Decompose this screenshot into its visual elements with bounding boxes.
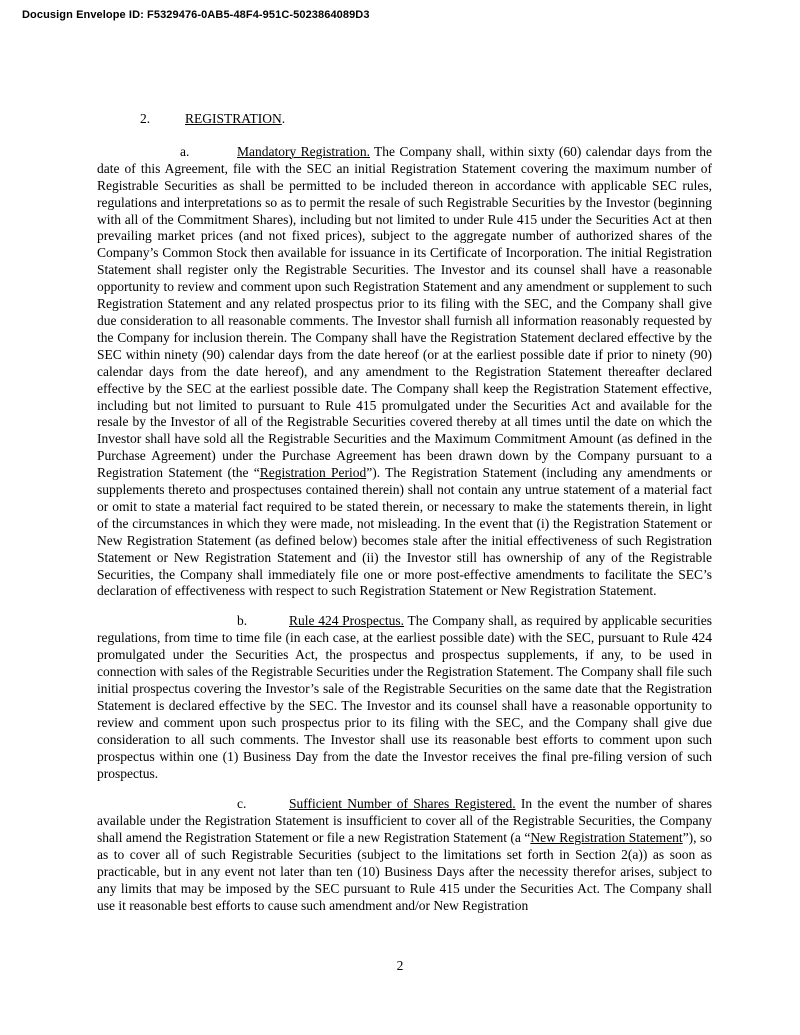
section-title: REGISTRATION [185, 111, 282, 126]
paragraph-a [97, 144, 712, 600]
paragraph-label: c. [237, 796, 247, 812]
paragraph-body: Sufficient Number of Shares Registered. In the event the number of shares available under the Registration Statement is insufficient to cover all of the Registrable Securities, the Company shall amend the Registration Statement or file a new Registration Statement (a “New Registration Statement”), so as to cover all of such Registrable Securities (subject to the limitations set forth in Section 2(a)) as soon as practicable, but in any event not later than ten (10) Business Days after the necessity therefor arises, subject to any limits that may be imposed by the SEC pursuant to Rule 415 under the Securities Act. The Company shall use it reasonable best efforts to cause such amendment and/or New Registration [97, 796, 713, 913]
document-body [97, 0, 712, 915]
page-number: 2 [396, 958, 404, 973]
section-number: 2. [140, 111, 151, 126]
paragraph-body: Mandatory Registration. The Company shall, within sixty (60) calendar days from the date of this Agreement, file with the SEC an initial Registration Statement covering the maximum number of Registrable Securities as shall be permitted to be included thereon in accordance with applicable SEC rules, regulations and interpretations so as to permit the resale of such Registrable Securities by the Investor (beginning with all of the Commitment Shares), including but not limited to under Rule 415 under the Securities Act at then prevailing market prices (and not fixed prices), subject to the aggregate number of authorized shares of the Company’s Common Stock then available for issuance in its Certificate of Incorporation. The initial Registration Statement shall register only the Registrable Securities. The Investor and its counsel shall have a reasonable opportunity to review and comment upon such Registration Statement and any amendment or supplement to such Registration Statement and any related prospectus prior to its filing with the SEC, and the Company shall give due consideration to all reasonable comments. The Investor shall furnish all information reasonably requested by the Company for inclusion therein. The Company shall have the Registration Statement declared effective by the SEC within ninety (90) calendar days from the date hereof (or at the earliest possible date if prior to ninety (90) calendar days from the date hereof), and any amendment to the Registration Statement thereafter declared effective by the SEC at the earliest possible date. The Company shall keep the Registration Statement effective, including but not limited to pursuant to Rule 415 promulgated under the Securities Act and available for the resale by the Investor of all of the Registrable Securities covered thereby at all times until the date on which the Investor shall have sold all the Registrable Securities and the Maximum Commitment Amount (as defined in the Purchase Agreement) under the Purchase Agreement has been drawn down by the Company pursuant to a Registration Statement (the “Registration Period”). The Registration Statement (including any amendments or supplements thereto and prospectuses contained therein) shall not contain any untrue statement of a material fact or omit to state a material fact required to be stated therein, or necessary to make the statements therein, in light of the circumstances in which they were made, not misleading. In the event that (i) the Registration Statement or New Registration Statement (as defined below) becomes stale after the initial effectiveness of such Registration Statement or New Registration Statement and (ii) the Investor still has ownership of any of the Registrable Securities, the Company shall immediately file one or more post-effective amendments to facilitate the SEC’s declaration of effectiveness with respect to such Registration Statement or New Registration Statement. [97, 143, 713, 599]
paragraph-c [97, 796, 712, 914]
section-heading [140, 111, 712, 128]
section-title-period: . [281, 111, 286, 126]
paragraph-label: a. [180, 143, 190, 159]
docusign-envelope-id: Docusign Envelope ID: F5329476-0AB5-48F4-951C-5023864089D3 [22, 9, 370, 21]
paragraph-label: b. [237, 613, 248, 629]
paragraph-b [97, 613, 712, 782]
paragraph-body: Rule 424 Prospectus. The Company shall, as required by applicable securities regulations, from time to time file (in each case, at the earliest possible date) with the SEC, pursuant to Rule 424 promulgated under the Securities Act, the prospectus and prospectus supplements, if any, to be used in connection with sales of the Registrable Securities under the Registration Statement. The Company shall file such initial prospectus covering the Investor’s sale of the Registrable Securities on the same date that the Registration Statement is declared effective by the SEC. The Investor and its counsel shall have a reasonable opportunity to review and comment upon such prospectus prior to its filing with the SEC, and the Company shall give due consideration to all such comments. The Investor shall use its reasonable best efforts to comment upon such prospectus within one (1) Business Day from the date the Investor receives the final pre-filing version of such prospectus. [97, 613, 712, 781]
